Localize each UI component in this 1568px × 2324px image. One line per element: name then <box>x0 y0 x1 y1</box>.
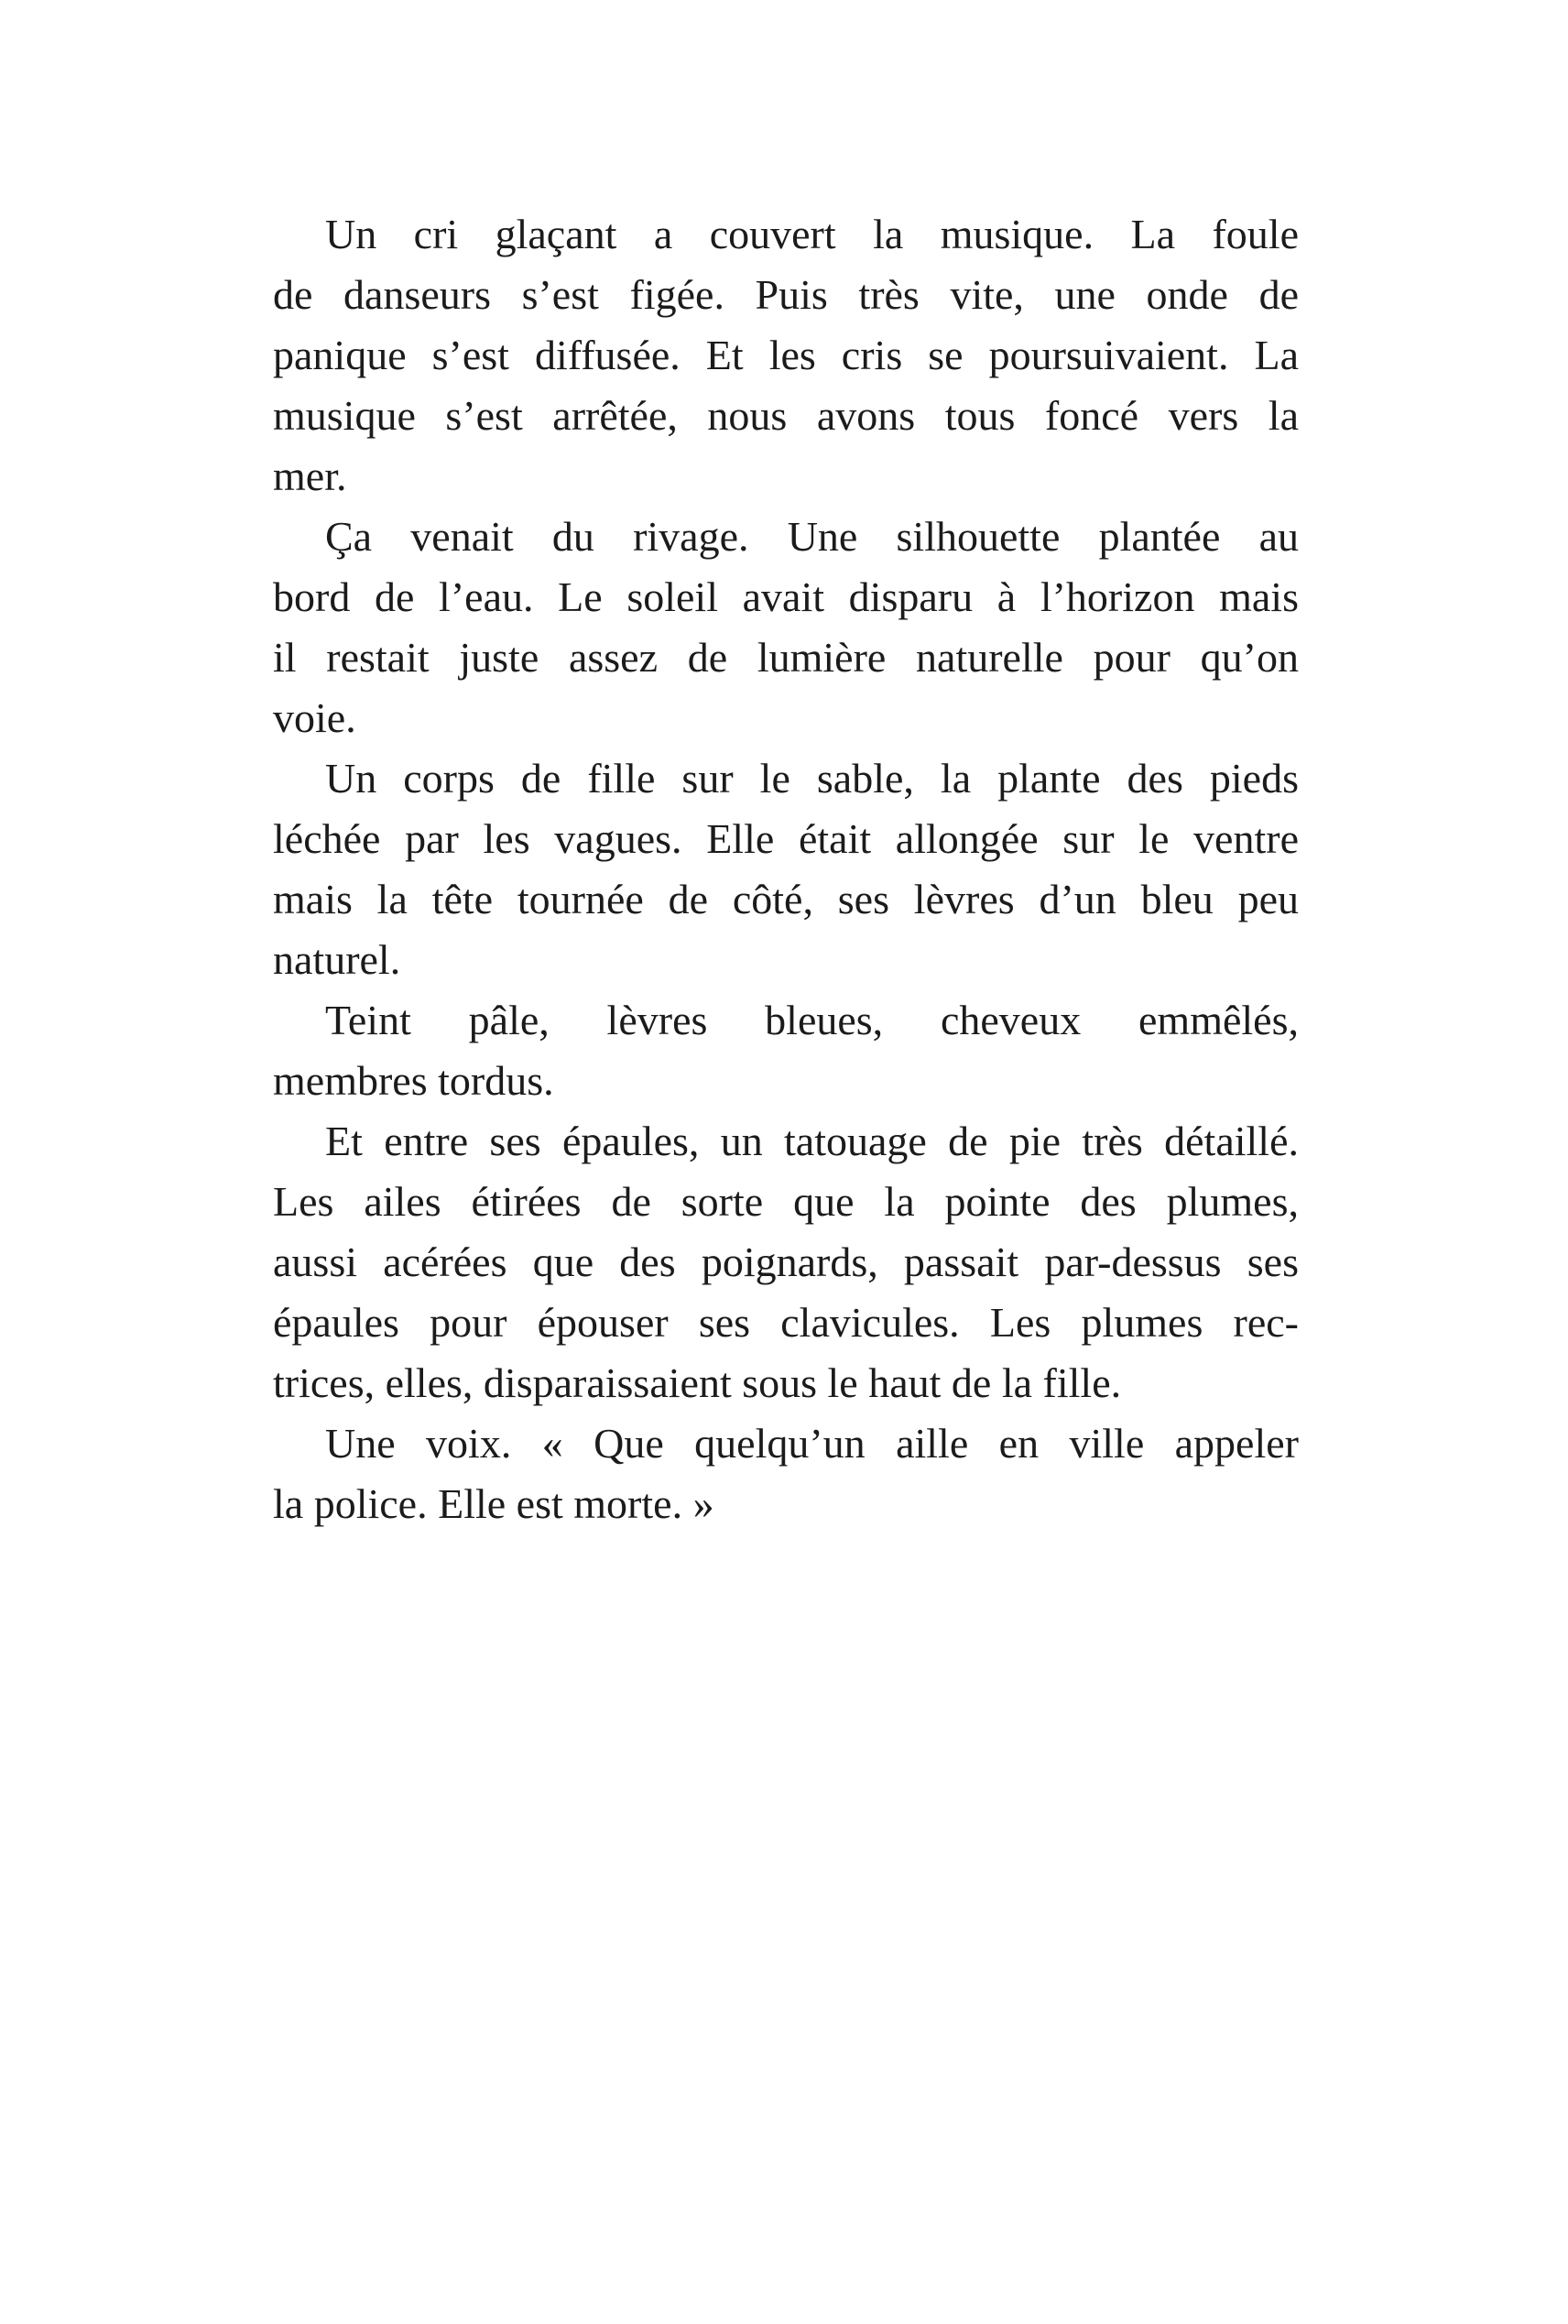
text-line: Un corps de fille sur le sable, la plante des pieds <box>325 755 1299 802</box>
text-line: voie. <box>273 694 356 741</box>
text-line: la police. Elle est morte. » <box>273 1480 714 1527</box>
text-line: bord de l’eau. Le soleil avait disparu à l’horizon mais <box>273 573 1299 620</box>
text-line: Les ailes étirées de sorte que la pointe des plumes, <box>273 1178 1299 1225</box>
text-line: léchée par les vagues. Elle était allongée sur le ventre <box>273 815 1299 862</box>
text-line: mais la tête tournée de côté, ses lèvres d’un bleu peu <box>273 876 1299 922</box>
text-line: épaules pour épouser ses clavicules. Les plumes rec- <box>273 1299 1299 1346</box>
paragraph <box>273 990 1299 1111</box>
page-text-block <box>273 204 1299 1534</box>
text-line: Et entre ses épaules, un tatouage de pie très détaillé. <box>325 1118 1299 1164</box>
text-line: Un cri glaçant a couvert la musique. La foule <box>325 211 1299 257</box>
paragraph <box>273 1111 1299 1413</box>
text-line: Une voix. « Que quelqu’un aille en ville appeler <box>325 1420 1299 1467</box>
text-line: Teint pâle, lèvres bleues, cheveux emmêlés, <box>325 997 1299 1043</box>
paragraph <box>273 507 1299 748</box>
text-line: naturel. <box>273 936 401 983</box>
text-line: mer. <box>273 453 347 499</box>
text-line: de danseurs s’est figée. Puis très vite, une onde de <box>273 271 1299 318</box>
paragraph <box>273 748 1299 990</box>
text-line: musique s’est arrêtée, nous avons tous foncé vers la <box>273 392 1299 439</box>
paragraph <box>273 1413 1299 1534</box>
text-line: il restait juste assez de lumière naturelle pour qu’on <box>273 634 1299 681</box>
text-line: membres tordus. <box>273 1057 554 1104</box>
text-line: Ça venait du rivage. Une silhouette plantée au <box>325 513 1299 560</box>
text-line: aussi acérées que des poignards, passait par-dessus ses <box>273 1238 1299 1285</box>
text-line: trices, elles, disparaissaient sous le haut de la fille. <box>273 1359 1122 1406</box>
text-line: panique s’est diffusée. Et les cris se poursuivaient. La <box>273 332 1299 378</box>
paragraph <box>273 204 1299 507</box>
